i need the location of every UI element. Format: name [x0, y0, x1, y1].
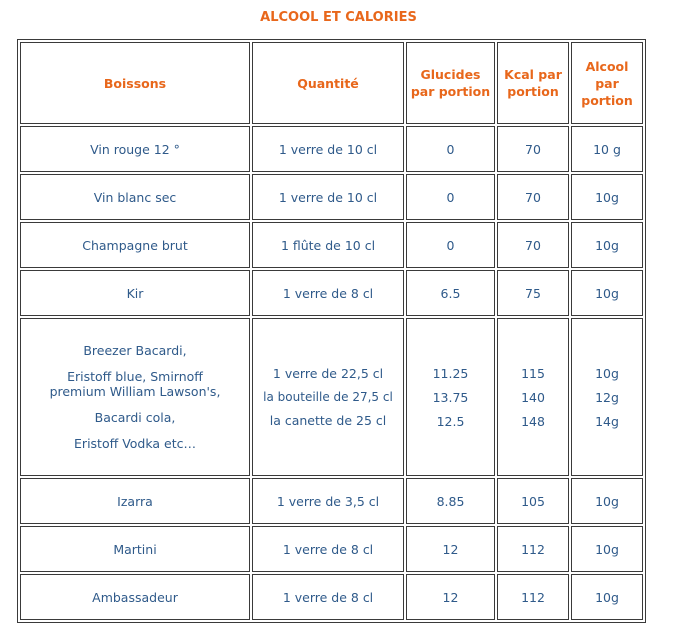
cell-kcal: 70 — [497, 222, 569, 268]
table-row — [20, 574, 643, 620]
group-quantite-line: la canette de 25 cl — [269, 413, 387, 428]
header-boissons: Boissons — [20, 42, 250, 124]
group-quantite-line: 1 verre de 22,5 cl — [272, 366, 384, 381]
group-boisson-line: Eristoff blue, Smirnoff premium William Lawson's, — [49, 369, 221, 399]
group-glucides-line: 12.5 — [436, 413, 465, 429]
cell-glucides: 6.5 — [406, 270, 495, 316]
group-kcal-line: 140 — [521, 389, 545, 405]
calories-table — [17, 39, 646, 623]
cell-boisson: Champagne brut — [20, 222, 250, 268]
header-kcal-line: Kcal par — [504, 67, 562, 82]
cell-alcool: 10g — [571, 526, 643, 572]
group-boisson-line: Bacardi cola, — [94, 410, 176, 425]
cell-quantite: 1 verre de 10 cl — [252, 126, 404, 172]
group-alcool-line: 14g — [595, 413, 619, 429]
group-kcal-line: 148 — [521, 413, 545, 429]
table-row — [20, 270, 643, 316]
header-glucides-line: Glucides — [420, 67, 481, 82]
cell-kcal: 112 — [497, 574, 569, 620]
cell-alcool: 10g — [571, 222, 643, 268]
cell-boisson: Kir — [20, 270, 250, 316]
cell-alcool: 10 g — [571, 126, 643, 172]
group-kcal-line: 115 — [521, 365, 545, 381]
cell-quantite: 1 verre de 8 cl — [252, 270, 404, 316]
cell-kcal: 112 — [497, 526, 569, 572]
cell-alcool: 10g — [571, 174, 643, 220]
group-quantite-line: la bouteille de 27,5 cl — [263, 390, 393, 404]
group-glucides-line: 13.75 — [432, 389, 469, 405]
cell-kcal: 105 — [497, 478, 569, 524]
table-row-group — [20, 318, 643, 476]
cell-quantite: 1 verre de 8 cl — [252, 574, 404, 620]
header-alcool-line: Alcool — [585, 58, 629, 74]
cell-glucides: 0 — [406, 126, 495, 172]
cell-boisson: Ambassadeur — [20, 574, 250, 620]
cell-boisson: Martini — [20, 526, 250, 572]
cell-boisson: Vin rouge 12 ° — [20, 126, 250, 172]
page-title: ALCOOL ET CALORIES — [260, 10, 417, 25]
header-kcal — [497, 42, 569, 124]
cell-alcool-group — [571, 318, 643, 476]
header-alcool — [571, 42, 643, 124]
cell-kcal-group — [497, 318, 569, 476]
header-glucides-line: par portion — [410, 84, 491, 99]
cell-kcal: 70 — [497, 174, 569, 220]
group-glucides-line: 11.25 — [432, 365, 469, 381]
cell-kcal: 75 — [497, 270, 569, 316]
cell-boisson-group — [20, 318, 250, 476]
table-row — [20, 174, 643, 220]
cell-quantite: 1 verre de 8 cl — [252, 526, 404, 572]
cell-glucides-group — [406, 318, 495, 476]
group-alcool-line: 12g — [595, 389, 619, 405]
cell-boisson: Izarra — [20, 478, 250, 524]
group-boisson-line: Eristoff Vodka etc… — [74, 436, 196, 451]
cell-glucides: 0 — [406, 174, 495, 220]
cell-quantite: 1 verre de 3,5 cl — [252, 478, 404, 524]
header-kcal-line: portion — [507, 84, 559, 99]
header-alcool-line: portion — [581, 92, 633, 108]
cell-glucides: 8.85 — [406, 478, 495, 524]
cell-quantite-group — [252, 318, 404, 476]
header-row — [20, 42, 643, 124]
header-glucides — [406, 42, 495, 124]
cell-quantite: 1 flûte de 10 cl — [252, 222, 404, 268]
cell-glucides: 12 — [406, 526, 495, 572]
cell-glucides: 0 — [406, 222, 495, 268]
group-boisson-line: Breezer Bacardi, — [83, 343, 187, 358]
cell-alcool: 10g — [571, 574, 643, 620]
cell-quantite: 1 verre de 10 cl — [252, 174, 404, 220]
cell-glucides: 12 — [406, 574, 495, 620]
cell-alcool: 10g — [571, 270, 643, 316]
cell-alcool: 10g — [571, 478, 643, 524]
group-alcool-line: 10g — [595, 365, 619, 381]
table-row — [20, 222, 643, 268]
table-row — [20, 526, 643, 572]
table-row — [20, 478, 643, 524]
table-row — [20, 126, 643, 172]
cell-kcal: 70 — [497, 126, 569, 172]
cell-boisson: Vin blanc sec — [20, 174, 250, 220]
header-alcool-line: par — [595, 75, 619, 91]
header-quantite: Quantité — [252, 42, 404, 124]
